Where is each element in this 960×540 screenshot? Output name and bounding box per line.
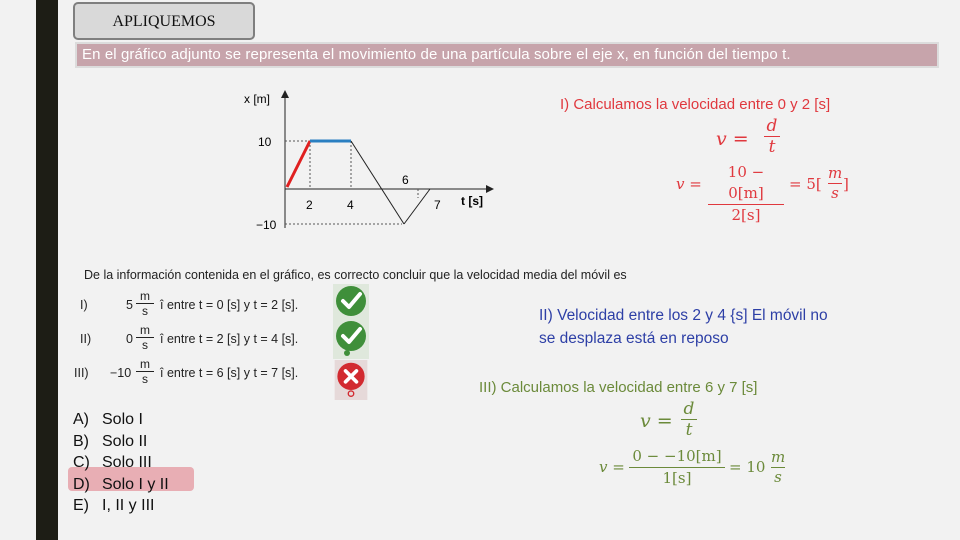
item-unit: m s bbox=[136, 289, 154, 318]
y-axis-arrow bbox=[281, 90, 289, 98]
question-prompt: De la información contenida en el gráfico, es correcto concluir que la velocidad media del móvil es bbox=[84, 268, 627, 282]
tick-label-2: 2 bbox=[306, 198, 313, 212]
option-e[interactable]: E) I, II y III bbox=[73, 497, 155, 514]
x-axis-arrow bbox=[486, 185, 494, 193]
tick-label-6: 6 bbox=[402, 173, 409, 187]
item-number: II) bbox=[80, 332, 92, 346]
item-text: î entre t = 6 [s] y t = 7 [s]. bbox=[160, 366, 299, 380]
check-badge-icon bbox=[333, 284, 369, 324]
segment-4-6 bbox=[351, 141, 404, 224]
tick-label-4: 4 bbox=[347, 198, 354, 212]
item-value: −10 bbox=[110, 366, 132, 380]
item-text: î entre t = 0 [s] y t = 2 [s]. bbox=[160, 298, 299, 312]
answer-options bbox=[73, 409, 169, 517]
solution-step1-title: I) Calculamos la velocidad entre 0 y 2 [s] bbox=[560, 96, 831, 113]
check-badge-icon bbox=[333, 319, 369, 359]
item-number: III) bbox=[74, 366, 89, 380]
slide-sidebar-bar bbox=[36, 0, 58, 540]
position-time-graph bbox=[240, 88, 510, 238]
tick-label-10: 10 bbox=[258, 135, 272, 149]
left-margin bbox=[0, 0, 36, 540]
segment-0-2 bbox=[287, 141, 310, 187]
item-value: 0 bbox=[126, 332, 133, 346]
problem-statement: En el gráfico adjunto se representa el movimiento de una partícula sobre el eje x, en función del tiempo t. bbox=[75, 42, 939, 68]
option-b[interactable]: B) Solo II bbox=[73, 432, 148, 450]
segment-6-7 bbox=[404, 189, 430, 224]
solution-step3-title: III) Calculamos la velocidad entre 6 y 7 [s] bbox=[479, 379, 758, 396]
item-unit: m s bbox=[136, 357, 154, 386]
item-value: 5 bbox=[126, 298, 133, 312]
item-text: î entre t = 2 [s] y t = 4 [s]. bbox=[160, 332, 299, 346]
option-d[interactable]: D) Solo I y II bbox=[73, 475, 169, 493]
section-tab: APLIQUEMOS bbox=[73, 2, 255, 40]
option-a[interactable]: A) Solo I bbox=[73, 411, 143, 428]
tick-label-7: 7 bbox=[434, 198, 441, 212]
solution-step2-text: II) Velocidad entre los 2 y 4 {s] El móvil no se desplaza está en reposo bbox=[539, 307, 828, 347]
y-axis-label: x [m] bbox=[244, 92, 270, 106]
x-axis-label: t [s] bbox=[461, 194, 483, 208]
item-unit: m s bbox=[136, 323, 154, 352]
cross-badge-icon bbox=[333, 360, 369, 400]
tick-label-neg10: −10 bbox=[256, 218, 277, 232]
option-c[interactable]: C) Solo III bbox=[73, 454, 152, 471]
item-number: I) bbox=[80, 298, 88, 312]
